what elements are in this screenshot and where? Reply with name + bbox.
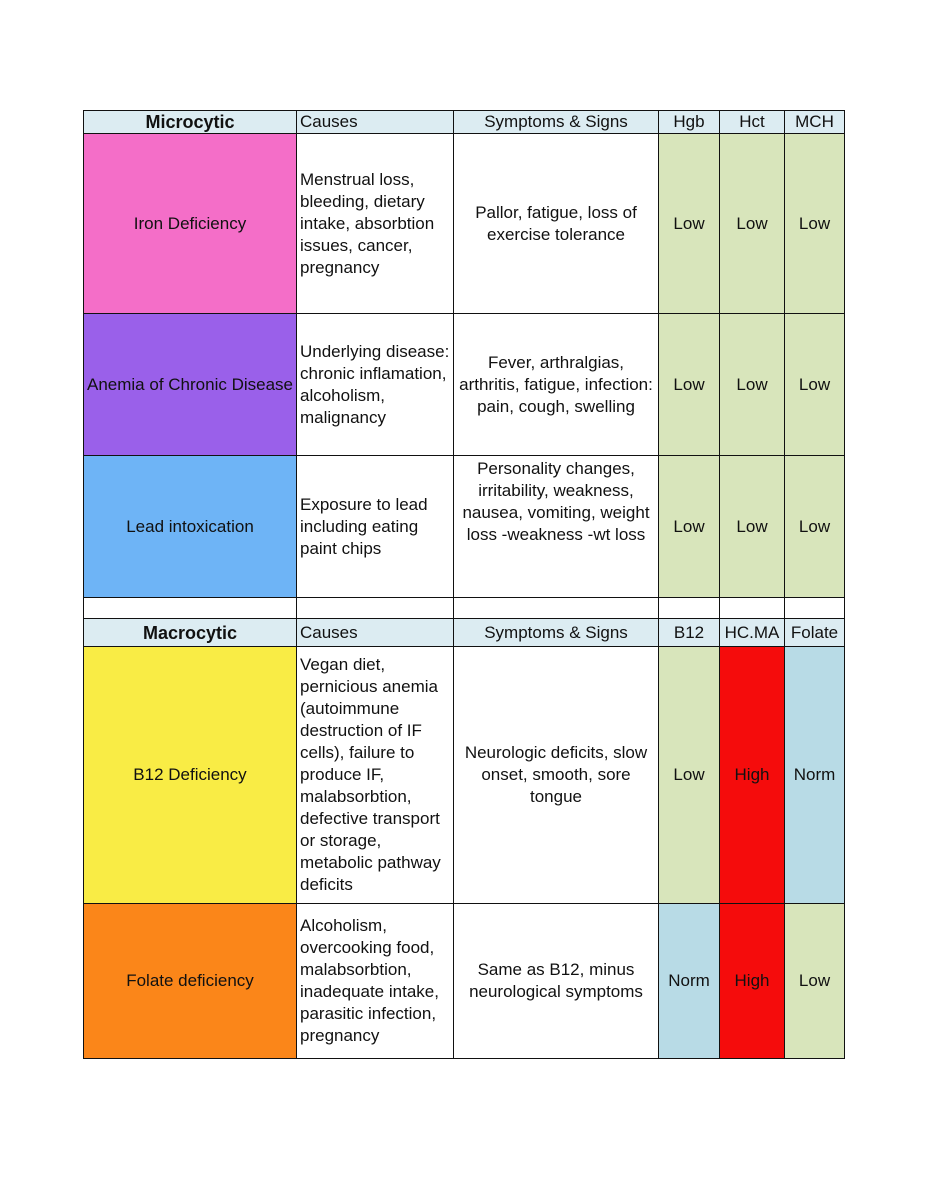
hgb-value: Low [659, 456, 720, 598]
anemia-table-sheet [83, 110, 844, 1059]
hgb-value: Low [659, 134, 720, 314]
b12-value: Norm [659, 904, 720, 1059]
folate-value: Norm [785, 647, 845, 904]
symptoms-cell: Neurologic deficits, slow onset, smooth, sore tongue [454, 647, 659, 904]
macrocytic-header-row [84, 619, 845, 647]
spacer-cell [297, 598, 454, 619]
spacer-cell [720, 598, 785, 619]
folate-value: Low [785, 904, 845, 1059]
microcytic-hct-header: Hct [720, 111, 785, 134]
macrocytic-symptoms-header: Symptoms & Signs [454, 619, 659, 647]
macrocytic-b12-header: B12 [659, 619, 720, 647]
mch-value: Low [785, 456, 845, 598]
condition-name: Iron Deficiency [84, 134, 297, 314]
table-row-lead-intoxication [84, 456, 845, 598]
causes-cell: Menstrual loss, bleeding, dietary intake, absorbtion issues, cancer, pregnancy [297, 134, 454, 314]
table-row-iron-deficiency [84, 134, 845, 314]
macrocytic-title: Macrocytic [84, 619, 297, 647]
causes-cell: Alcoholism, overcooking food, malabsorbtion, inadequate intake, parasitic infection, pregnancy [297, 904, 454, 1059]
mch-value: Low [785, 314, 845, 456]
hct-value: Low [720, 456, 785, 598]
table-row-folate-deficiency [84, 904, 845, 1059]
symptoms-text: Personality changes, irritability, weakness, nausea, vomiting, weight loss -weakness -wt loss [462, 459, 650, 544]
microcytic-header-row [84, 111, 845, 134]
hct-value: Low [720, 314, 785, 456]
microcytic-mch-header: MCH [785, 111, 845, 134]
causes-cell: Underlying disease: chronic inflamation, alcoholism, malignancy [297, 314, 454, 456]
symptoms-cell: Same as B12, minus neurological symptoms [454, 904, 659, 1059]
condition-name: Anemia of Chronic Disease [84, 314, 297, 456]
hgb-value: Low [659, 314, 720, 456]
b12-value: Low [659, 647, 720, 904]
condition-name: B12 Deficiency [84, 647, 297, 904]
macrocytic-folate-header: Folate [785, 619, 845, 647]
symptoms-cell [454, 456, 659, 598]
microcytic-causes-header: Causes [297, 111, 454, 134]
mch-value: Low [785, 134, 845, 314]
table-row-b12-deficiency [84, 647, 845, 904]
table-row-chronic-disease [84, 314, 845, 456]
hct-value: Low [720, 134, 785, 314]
spacer-cell [454, 598, 659, 619]
microcytic-symptoms-header: Symptoms & Signs [454, 111, 659, 134]
anemia-table [83, 110, 845, 1059]
spacer-cell [785, 598, 845, 619]
microcytic-hgb-header: Hgb [659, 111, 720, 134]
condition-name: Lead intoxication [84, 456, 297, 598]
symptoms-cell: Fever, arthralgias, arthritis, fatigue, infection: pain, cough, swelling [454, 314, 659, 456]
symptoms-cell: Pallor, fatigue, loss of exercise tolerance [454, 134, 659, 314]
hcma-value: High [720, 647, 785, 904]
macrocytic-causes-header: Causes [297, 619, 454, 647]
hcma-value: High [720, 904, 785, 1059]
spacer-cell [659, 598, 720, 619]
microcytic-title: Microcytic [84, 111, 297, 134]
symptoms-clip [457, 458, 655, 593]
condition-name: Folate deficiency [84, 904, 297, 1059]
spacer-row [84, 598, 845, 619]
causes-cell: Vegan diet, pernicious anemia (autoimmune destruction of IF cells), failure to produce IF, malabsorbtion, defective transport or storage, metabolic pathway deficits [297, 647, 454, 904]
causes-cell: Exposure to lead including eating paint chips [297, 456, 454, 598]
spacer-cell [84, 598, 297, 619]
macrocytic-hcma-header: HC.MA [720, 619, 785, 647]
